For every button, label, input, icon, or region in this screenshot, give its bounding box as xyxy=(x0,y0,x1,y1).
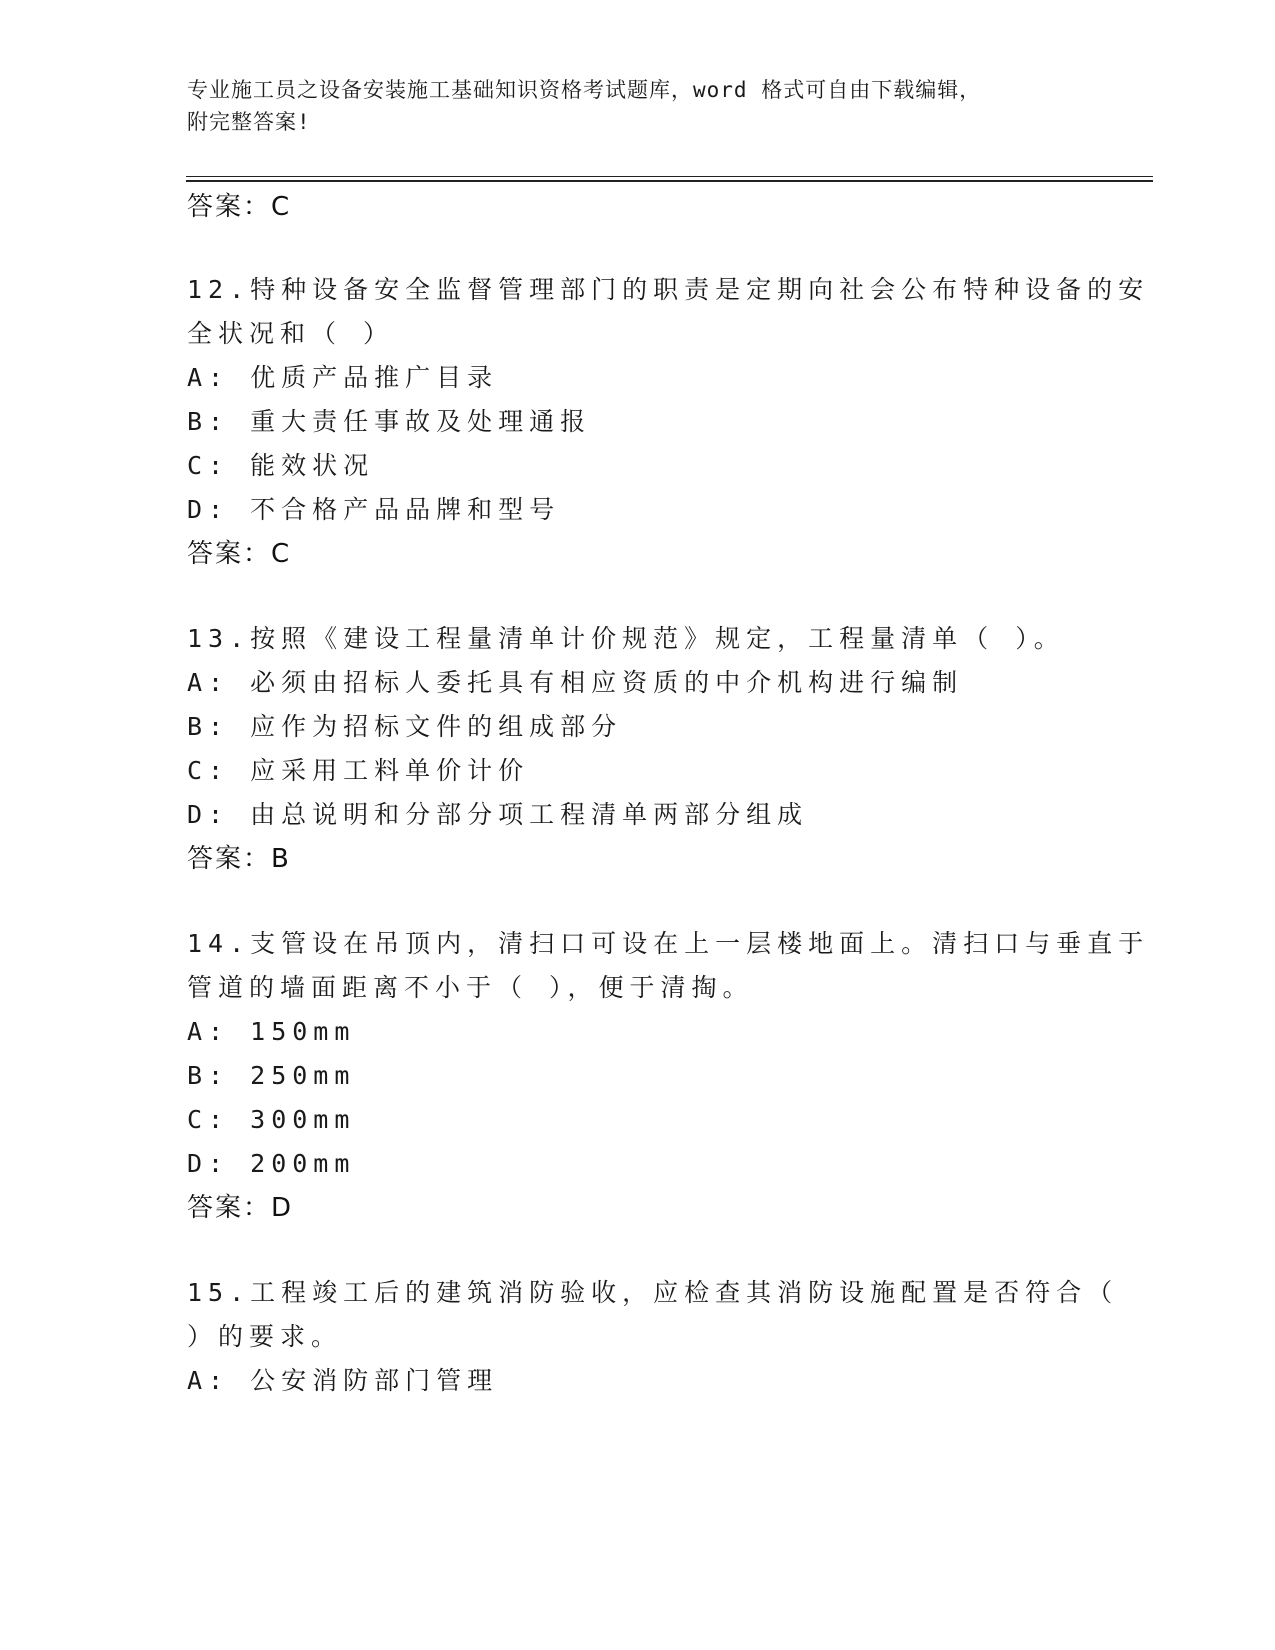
question-14-answer: 答案：D xyxy=(187,1193,294,1223)
question-12-option-a: A: 优质产品推广目录 xyxy=(187,363,499,392)
document-header xyxy=(187,74,1087,138)
question-13-option-b: B: 应作为招标文件的组成部分 xyxy=(187,712,623,741)
question-12-option-c: C: 能效状况 xyxy=(187,451,375,480)
header-divider-thin xyxy=(186,176,1153,177)
question-14-option-a: A: 150mm xyxy=(187,1017,356,1046)
question-15-stem-line-2: ）的要求。 xyxy=(187,1322,343,1351)
question-14-option-b: B: 250mm xyxy=(187,1061,356,1090)
question-14-option-c: C: 300mm xyxy=(187,1105,356,1134)
header-line-1: 专业施工员之设备安装施工基础知识资格考试题库，word 格式可自由下载编辑， xyxy=(187,78,982,102)
question-15-option-a: A: 公安消防部门管理 xyxy=(187,1366,499,1395)
question-13-option-c: C: 应采用工料单价计价 xyxy=(187,756,530,785)
question-12-stem-line-1: 12.特种设备安全监督管理部门的职责是定期向社会公布特种设备的安 xyxy=(187,275,1150,304)
answer-previous: 答案：C xyxy=(187,192,292,222)
question-14-option-d: D: 200mm xyxy=(187,1149,356,1178)
question-13-answer: 答案：B xyxy=(187,844,291,874)
question-14-stem-line-2: 管道的墙面距离不小于（ ），便于清掏。 xyxy=(187,973,754,1002)
question-12-option-d: D: 不合格产品品牌和型号 xyxy=(187,495,561,524)
question-15-stem-line-1: 15.工程竣工后的建筑消防验收，应检查其消防设施配置是否符合（ xyxy=(187,1278,1119,1307)
question-13-stem-line-1: 13.按照《建设工程量清单计价规范》规定，工程量清单（ ）。 xyxy=(187,624,1065,653)
question-13-option-a: A: 必须由招标人委托具有相应资质的中介机构进行编制 xyxy=(187,668,964,697)
header-line-2: 附完整答案! xyxy=(187,110,311,134)
question-14-stem-line-1: 14.支管设在吊顶内，清扫口可设在上一层楼地面上。清扫口与垂直于 xyxy=(187,929,1150,958)
question-13-option-d: D: 由总说明和分部分项工程清单两部分组成 xyxy=(187,800,809,829)
header-divider-thick xyxy=(186,180,1153,182)
question-12-answer: 答案：C xyxy=(187,539,292,569)
question-12-stem-line-2: 全状况和（ ） xyxy=(187,319,395,348)
question-12-option-b: B: 重大责任事故及处理通报 xyxy=(187,407,592,436)
